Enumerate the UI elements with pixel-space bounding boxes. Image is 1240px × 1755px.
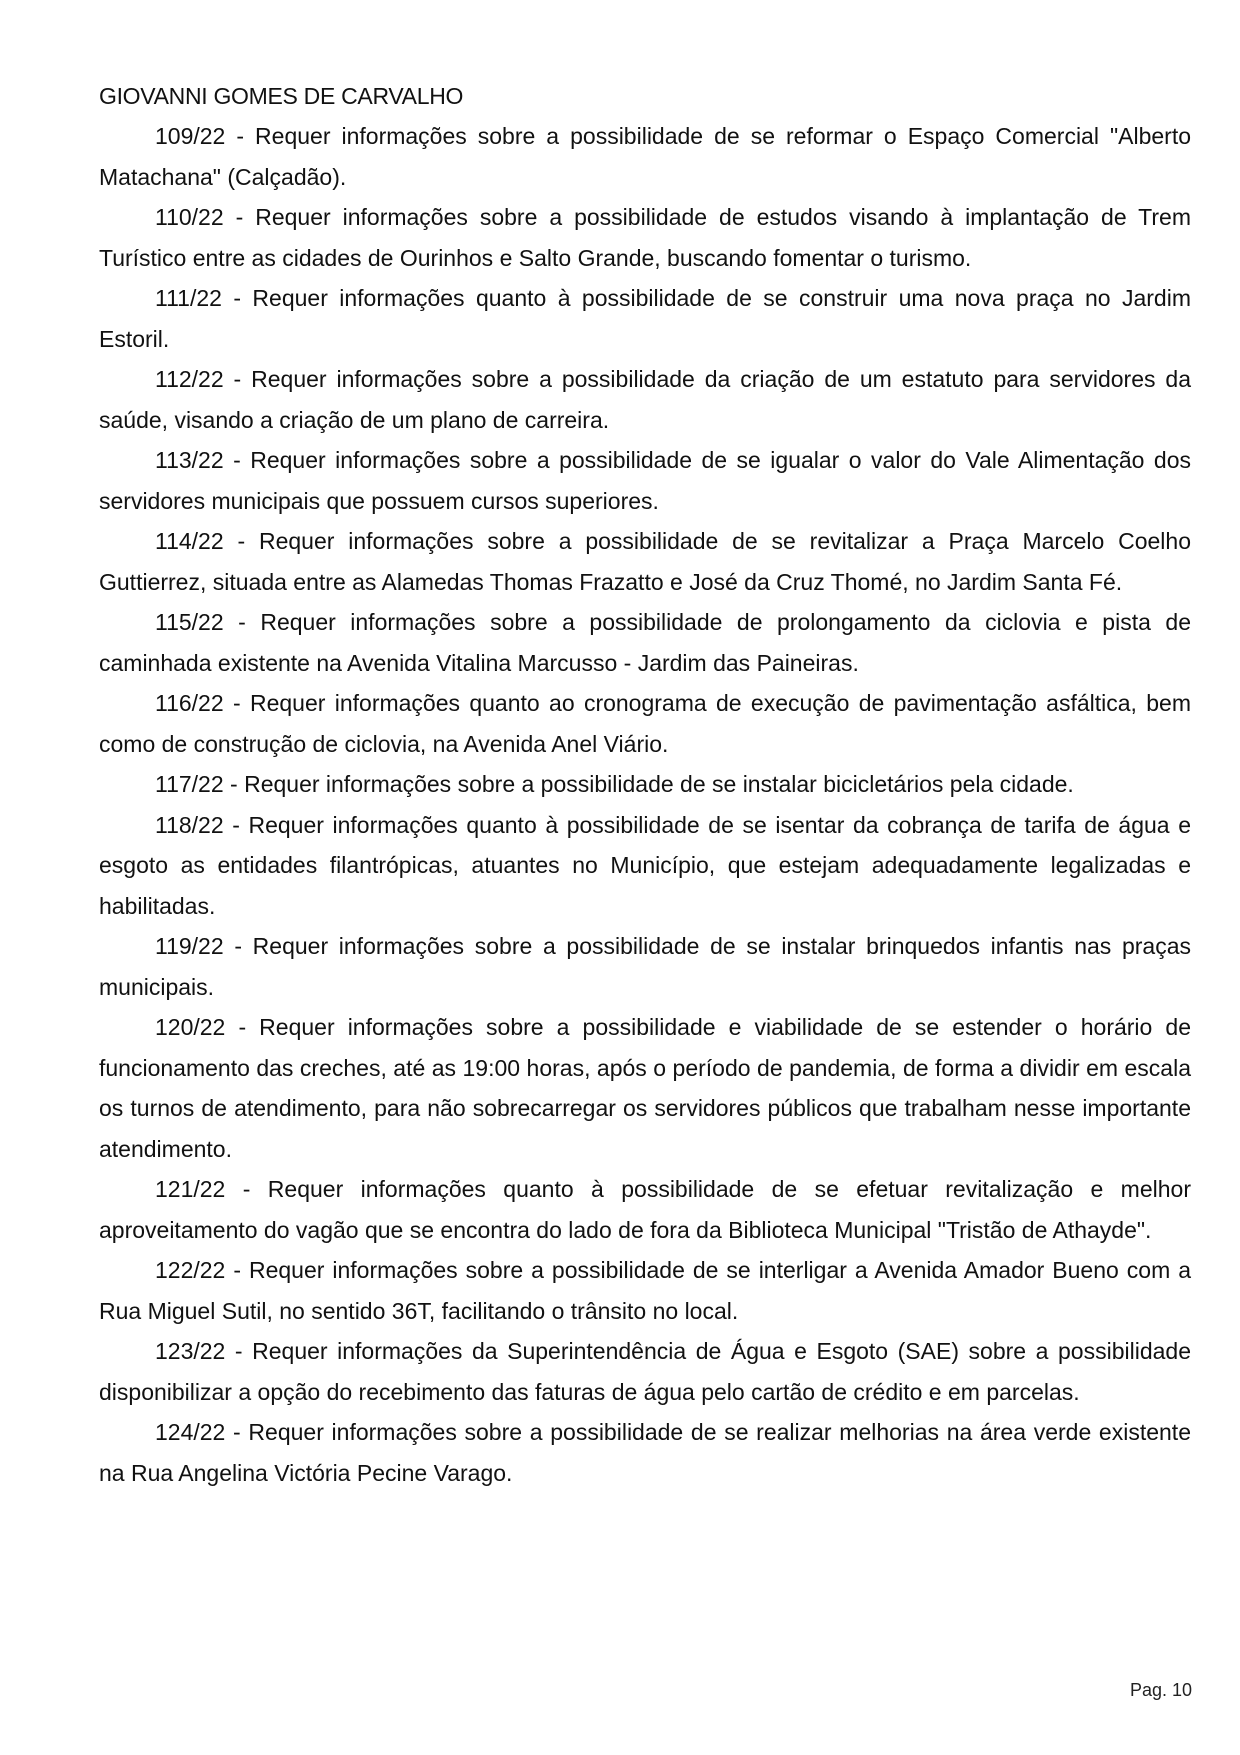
request-item	[99, 602, 1191, 683]
request-text: - Requer informações quanto à possibilidade de se efetuar revitalização e melhor aproveitamento do vagão que se encontra do lado de fora da Biblioteca Municipal "Tristão de Athayde".	[99, 1176, 1191, 1243]
request-number: 116/22	[155, 690, 224, 716]
request-text: - Requer informações sobre a possibilidade de se reformar o Espaço Comercial "Alberto Matachana" (Calçadão).	[99, 123, 1191, 190]
request-number: 123/22	[155, 1338, 226, 1364]
request-number: 114/22	[155, 528, 224, 554]
request-text: - Requer informações quanto à possibilidade de se isentar da cobrança de tarifa de água e esgoto as entidades filantrópicas, atuantes no Município, que estejam adequadamente legalizadas e habilitadas.	[99, 811, 1191, 919]
request-text: - Requer informações sobre a possibilidade de prolongamento da ciclovia e pista de caminhada existente na Avenida Vitalina Marcusso - Jardim das Paineiras.	[99, 609, 1191, 676]
request-text: - Requer informações sobre a possibilidade de se interligar a Avenida Amador Bueno com a Rua Miguel Sutil, no sentido 36T, facilitando o trânsito no local.	[99, 1257, 1191, 1324]
request-text: - Requer informações sobre a possibilidade da criação de um estatuto para servidores da saúde, visando a criação de um plano de carreira.	[99, 366, 1191, 433]
request-number: 124/22	[155, 1419, 226, 1445]
request-number: 110/22	[155, 204, 224, 230]
request-text: - Requer informações sobre a possibilidade e viabilidade de se estender o horário de funcionamento das creches, até as 19:00 horas, após o período de pandemia, de forma a dividir em escala os turnos de atendimento, para não sobrecarregar os servidores públicos que trabalham nesse importante atendimento.	[99, 1014, 1191, 1162]
request-text: - Requer informações sobre a possibilidade de se igualar o valor do Vale Alimentação dos servidores municipais que possuem cursos superiores.	[99, 447, 1191, 514]
request-item	[99, 278, 1191, 359]
request-text: - Requer informações sobre a possibilidade de se realizar melhorias na área verde existente na Rua Angelina Victória Pecine Varago.	[99, 1419, 1191, 1486]
request-number: 118/22	[155, 811, 224, 838]
request-number: 109/22	[155, 123, 226, 149]
request-number: 112/22	[155, 366, 224, 392]
request-item	[99, 1169, 1191, 1250]
request-text: - Requer informações da Superintendência de Água e Esgoto (SAE) sobre a possibilidade disponibilizar a opção do recebimento das faturas de água pelo cartão de crédito e em parcelas.	[99, 1338, 1191, 1405]
request-item	[99, 359, 1191, 440]
request-item	[99, 1007, 1191, 1169]
request-item	[99, 683, 1191, 764]
document-page	[99, 76, 1191, 1493]
request-number: 122/22	[155, 1257, 226, 1283]
request-text: - Requer informações sobre a possibilidade de se instalar bicicletários pela cidade.	[223, 771, 1074, 797]
request-item	[99, 1412, 1191, 1493]
request-number: 115/22	[155, 609, 224, 635]
request-number: 121/22	[155, 1176, 226, 1202]
request-item	[99, 440, 1191, 521]
request-item	[99, 764, 1191, 805]
request-item	[99, 1331, 1191, 1412]
request-item	[99, 197, 1191, 278]
page-number: Pag. 10	[1129, 1680, 1192, 1700]
request-item	[99, 116, 1191, 197]
request-text: - Requer informações sobre a possibilidade de se instalar brinquedos infantis nas praças municipais.	[99, 933, 1191, 1000]
author-heading: GIOVANNI GOMES DE CARVALHO	[99, 83, 464, 109]
request-number: 119/22	[155, 933, 224, 959]
request-item	[99, 1250, 1191, 1331]
request-item	[99, 805, 1191, 927]
request-text: - Requer informações sobre a possibilidade de se revitalizar a Praça Marcelo Coelho Guttierrez, situada entre as Alamedas Thomas Frazatto e José da Cruz Thomé, no Jardim Santa Fé.	[99, 528, 1191, 595]
request-text: - Requer informações quanto à possibilidade de se construir uma nova praça no Jardim Estoril.	[99, 285, 1191, 352]
request-number: 111/22	[155, 285, 222, 311]
request-number: 117/22	[155, 771, 224, 797]
request-item	[99, 926, 1191, 1007]
request-text: - Requer informações sobre a possibilidade de estudos visando à implantação de Trem Turístico entre as cidades de Ourinhos e Salto Grande, buscando fomentar o turismo.	[99, 204, 1191, 271]
requests-list	[99, 116, 1191, 1493]
request-number: 120/22	[155, 1014, 226, 1040]
request-item	[99, 521, 1191, 602]
request-text: - Requer informações quanto ao cronograma de execução de pavimentação asfáltica, bem como de construção de ciclovia, na Avenida Anel Viário.	[99, 690, 1191, 757]
request-number: 113/22	[155, 447, 224, 473]
